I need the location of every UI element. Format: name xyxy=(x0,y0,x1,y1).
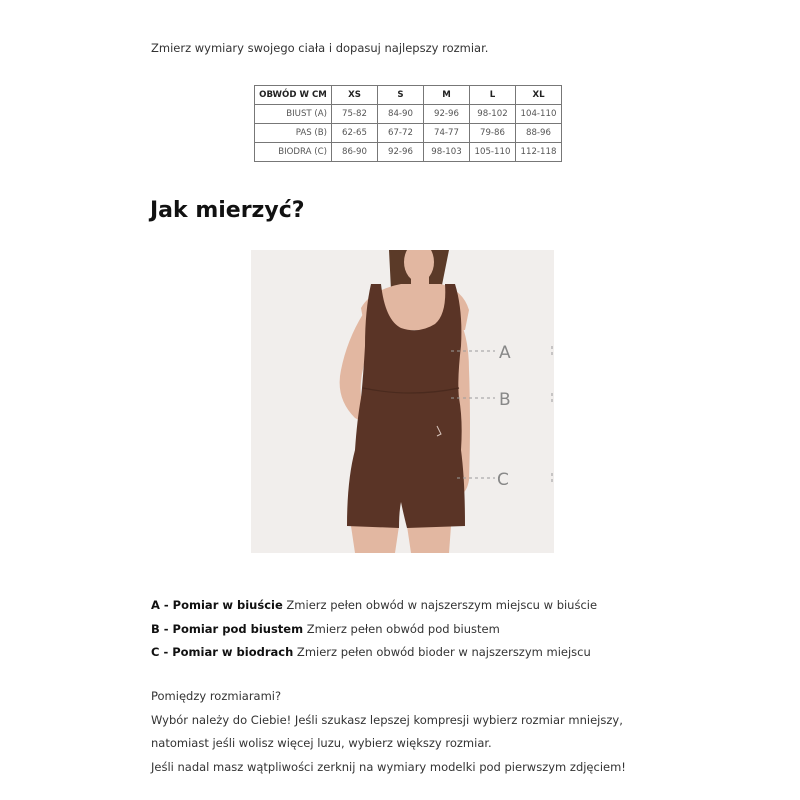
header-measure: OBWÓD W CM xyxy=(255,86,332,105)
legend-title: C - Pomiar w biodrach xyxy=(151,645,294,659)
legend-item-c xyxy=(151,641,597,665)
legend-text: Zmierz pełen obwód pod biustem xyxy=(303,621,500,636)
section-heading: Jak mierzyć? xyxy=(150,198,305,223)
table-row xyxy=(255,124,562,143)
header-xl: XL xyxy=(516,86,562,105)
tip-line: Pomiędzy rozmiarami? xyxy=(151,689,282,703)
table-cell: 86-90 xyxy=(332,143,378,162)
legend-text: Zmierz pełen obwód bioder w najszerszym miejscu xyxy=(293,645,591,659)
legend-title: B - Pomiar pod biustem xyxy=(151,621,304,636)
table-cell: 105-110 xyxy=(470,143,516,162)
legend-text: Zmierz pełen obwód w najszerszym miejscu w biuście xyxy=(282,598,598,612)
header-s: S xyxy=(378,86,424,105)
header-m: M xyxy=(424,86,470,105)
intro-text: Zmierz wymiary swojego ciała i dopasuj najlepszy rozmiar. xyxy=(151,41,489,55)
tip-line: natomiast jeśli wolisz więcej luzu, wybierz większy rozmiar. xyxy=(151,736,492,750)
size-table-header-row xyxy=(255,86,562,105)
size-tips xyxy=(151,685,626,779)
tip-line: Jeśli nadal masz wątpliwości zerknij na wymiary modelki pod pierwszym zdjęciem! xyxy=(151,759,626,774)
measurement-legend xyxy=(151,594,597,665)
table-cell: 92-96 xyxy=(378,143,424,162)
legend-item-b xyxy=(151,618,597,642)
measurement-figure xyxy=(251,250,554,553)
table-cell: 98-102 xyxy=(470,105,516,124)
legend-title: A - Pomiar w biuście xyxy=(151,598,283,612)
row-label-hips: BIODRA (C) xyxy=(255,143,332,162)
table-row xyxy=(255,143,562,162)
table-row xyxy=(255,105,562,124)
table-cell: 88-96 xyxy=(516,124,562,143)
label-b: B xyxy=(499,390,511,410)
table-cell: 79-86 xyxy=(470,124,516,143)
label-a: A xyxy=(499,343,511,363)
table-cell: 104-110 xyxy=(516,105,562,124)
table-cell: 74-77 xyxy=(424,124,470,143)
table-cell: 62-65 xyxy=(332,124,378,143)
header-l: L xyxy=(470,86,516,105)
row-label-bust: BIUST (A) xyxy=(255,105,332,124)
label-c: C xyxy=(497,470,509,490)
row-label-waist: PAS (B) xyxy=(255,124,332,143)
table-cell: 75-82 xyxy=(332,105,378,124)
model-illustration xyxy=(251,250,554,553)
table-cell: 98-103 xyxy=(424,143,470,162)
header-xs: XS xyxy=(332,86,378,105)
legend-item-a xyxy=(151,594,597,618)
table-cell: 92-96 xyxy=(424,105,470,124)
table-cell: 112-118 xyxy=(516,143,562,162)
table-cell: 67-72 xyxy=(378,124,424,143)
tip-line: Wybór należy do Ciebie! Jeśli szukasz lepszej kompresji wybierz rozmiar mniejszy, xyxy=(151,712,623,727)
size-table xyxy=(254,85,562,162)
table-cell: 84-90 xyxy=(378,105,424,124)
